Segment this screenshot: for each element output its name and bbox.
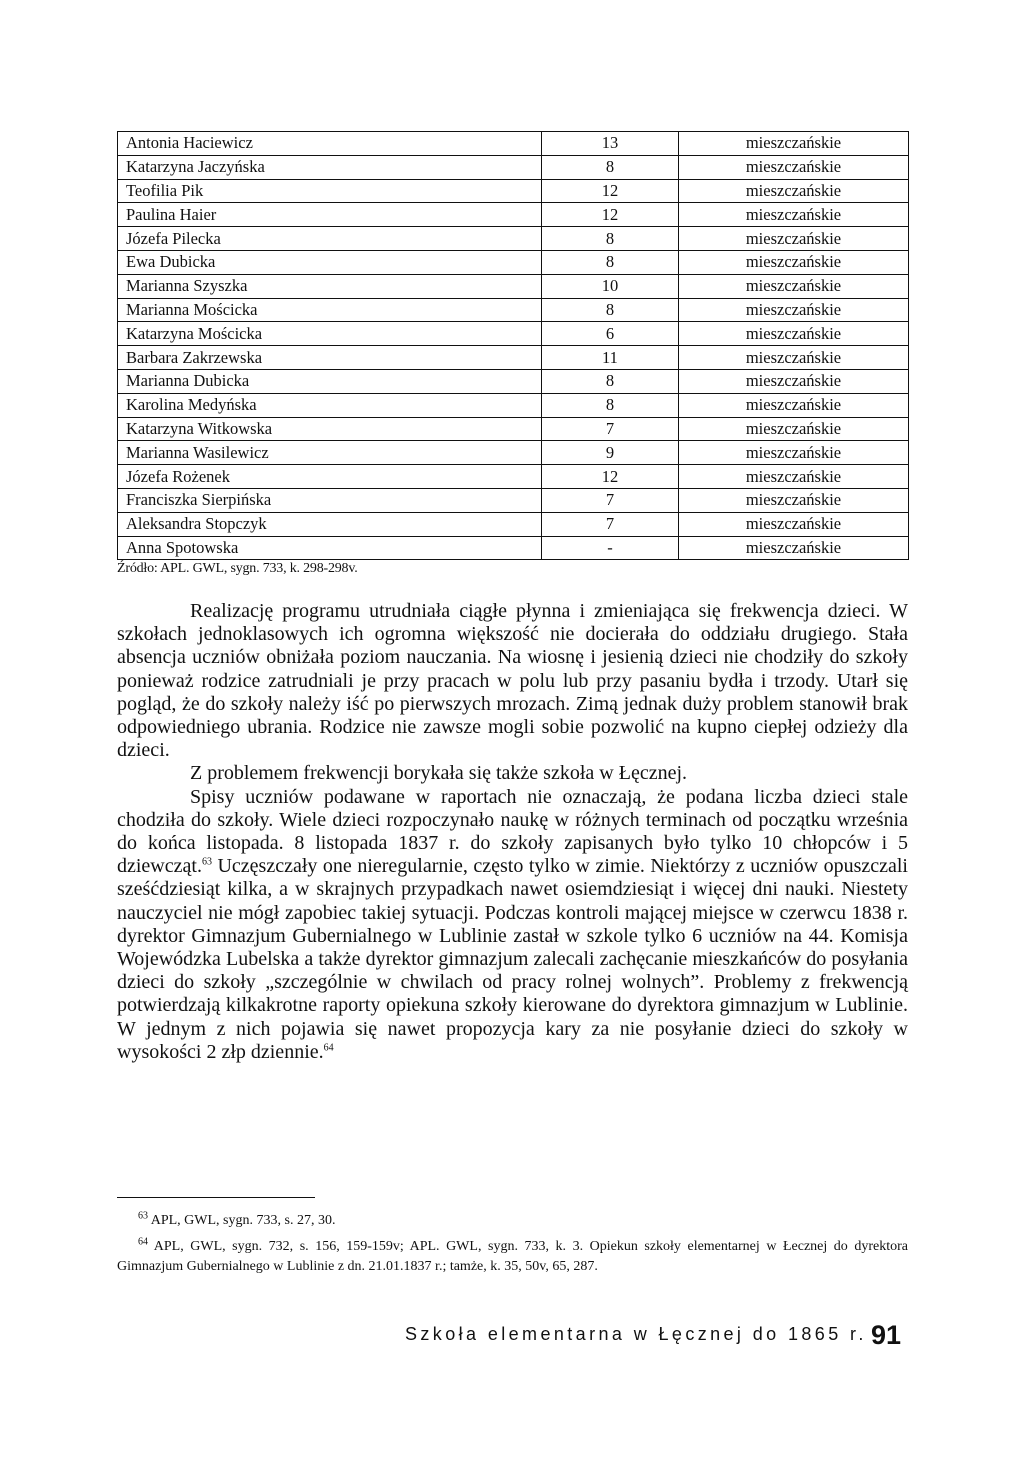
pupil-age: 12: [542, 179, 679, 203]
footnote-number: 63: [138, 1210, 148, 1222]
footnote-text: APL, GWL, sygn. 733, s. 27, 30.: [148, 1213, 336, 1228]
pupil-name: Józefa Rożenek: [118, 465, 542, 489]
footnote-63: [117, 1211, 908, 1231]
running-footer-title: Szkoła elementarna w Łęcznej do 1865 r.: [405, 1324, 867, 1344]
pupil-name: Anna Spotowska: [118, 536, 542, 560]
pupil-status: mieszczańskie: [679, 393, 909, 417]
table-row: [118, 393, 909, 417]
pupil-name: Teofilia Pik: [118, 179, 542, 203]
pupil-status: mieszczańskie: [679, 512, 909, 536]
paragraph-3-part-2: Uczęszczały one nieregularnie, często tylko w zimie. Niektórzy z uczniów opuszczali sześćdziesiąt kilka, a w skrajnych przypadkach nawet osiemdziesiąt i więcej dni nauki. Niestety nauczyciel nie mógł zapobiec takiej sytuacji. Podczas kontroli mającej miejsce w czerwcu 1838 r. dyrektor Gimnazjum Gubernialnego w Lublinie zastał w szkole tylko 6 uczniów na 44. Komisja Wojewódzka Lubelska a także dyrektor gimnazjum zalecali zachęcanie mieszkańców do posyłania dzieci do szkoły „szczególnie w chwilach od pracy rolnej wolnych”. Problemy z frekwencją potwierdzają kilkakrotne raporty opiekuna szkoły kierowane do dyrektora gimnazjum w Lublinie. W jednym z nich pojawia się nawet propozycja kary za nie posyłanie dzieci do szkoły w wysokości 2 złp dziennie.: [117, 855, 908, 1063]
pupil-status: mieszczańskie: [679, 227, 909, 251]
pupil-status: mieszczańskie: [679, 250, 909, 274]
pupil-name: Marianna Mościcka: [118, 298, 542, 322]
table-row: [118, 512, 909, 536]
table-row: [118, 417, 909, 441]
table-row: [118, 203, 909, 227]
pupil-age: 12: [542, 465, 679, 489]
pupil-age: 12: [542, 203, 679, 227]
table-source-note: Źródło: APL. GWL, sygn. 733, k. 298-298v.: [117, 561, 358, 576]
pupil-age: 11: [542, 346, 679, 370]
pupils-table-body: [118, 132, 909, 560]
pupil-status: mieszczańskie: [679, 132, 909, 156]
pupil-status: mieszczańskie: [679, 488, 909, 512]
footnote-ref-64: 64: [323, 1042, 334, 1054]
pupil-age: 7: [542, 488, 679, 512]
table-row: [118, 465, 909, 489]
pupil-name: Katarzyna Witkowska: [118, 417, 542, 441]
pupil-name: Marianna Wasilewicz: [118, 441, 542, 465]
pupil-age: 8: [542, 298, 679, 322]
pupil-age: 7: [542, 512, 679, 536]
table-row: [118, 298, 909, 322]
footnote-64: [117, 1237, 908, 1277]
pupils-table: [117, 131, 909, 560]
pupil-status: mieszczańskie: [679, 155, 909, 179]
paragraph-3: [117, 786, 908, 1064]
pupil-status: mieszczańskie: [679, 417, 909, 441]
pupil-age: 8: [542, 393, 679, 417]
pupil-name: Barbara Zakrzewska: [118, 346, 542, 370]
footnote-separator: [117, 1197, 315, 1198]
table-row: [118, 322, 909, 346]
pupil-name: Antonia Haciewicz: [118, 132, 542, 156]
table-row: [118, 132, 909, 156]
pupil-name: Franciszka Sierpińska: [118, 488, 542, 512]
pupil-age: 9: [542, 441, 679, 465]
table-row: [118, 274, 909, 298]
pupil-status: mieszczańskie: [679, 179, 909, 203]
pupil-status: mieszczańskie: [679, 346, 909, 370]
pupil-name: Katarzyna Mościcka: [118, 322, 542, 346]
footnote-text: APL, GWL, sygn. 732, s. 156, 159-159v; APL. GWL, sygn. 733, k. 3. Opiekun szkoły elementarnej w Łecznej do dyrektora Gimnazjum Gubernialnego w Lublinie z dn. 21.01.1837 r.; tamże, k. 35, 50v, 65, 287.: [117, 1239, 908, 1274]
pupil-status: mieszczańskie: [679, 536, 909, 560]
footnote-ref-63: 63: [201, 856, 212, 868]
footnotes: [117, 1211, 908, 1283]
table-row: [118, 346, 909, 370]
table-row: [118, 155, 909, 179]
pupil-status: mieszczańskie: [679, 298, 909, 322]
table-row: [118, 369, 909, 393]
main-text: [117, 600, 908, 1064]
table-row: [118, 441, 909, 465]
pupil-age: -: [542, 536, 679, 560]
pupil-age: 8: [542, 369, 679, 393]
table-row: [118, 488, 909, 512]
pupil-age: 8: [542, 155, 679, 179]
pupil-age: 7: [542, 417, 679, 441]
pupil-status: mieszczańskie: [679, 274, 909, 298]
table-row: [118, 536, 909, 560]
pupil-age: 13: [542, 132, 679, 156]
pupil-name: Paulina Haier: [118, 203, 542, 227]
pupil-status: mieszczańskie: [679, 441, 909, 465]
pupil-status: mieszczańskie: [679, 203, 909, 227]
pupil-age: 8: [542, 250, 679, 274]
table-row: [118, 179, 909, 203]
pupil-name: Ewa Dubicka: [118, 250, 542, 274]
pupil-age: 10: [542, 274, 679, 298]
paragraph-2: Z problemem frekwencji borykała się także szkoła w Łęcznej.: [190, 762, 688, 785]
pupil-name: Karolina Medyńska: [118, 393, 542, 417]
pupil-age: 6: [542, 322, 679, 346]
pupil-name: Katarzyna Jaczyńska: [118, 155, 542, 179]
paragraph-1: Realizację programu utrudniała ciągłe płynna i zmieniająca się frekwencja dzieci. W szkołach jednoklasowych ich ogromna większość nie docierała do oddziału drugiego. Stała absencja uczniów obniżała poziom nauczania. Na wiosnę i jesienią dzieci nie chodziły do szkoły ponieważ rodzice zatrudniali je przy pracach w polu lub przy pasaniu bydła i trzody. Utarł się pogląd, że do szkoły należy iść po pierwszych mrozach. Zimą jednak duży problem stanowił brak odpowiedniego ubrania. Rodzice nie zawsze mogli sobie pozwolić na kupno ciepłej odzieży dla dzieci.: [117, 600, 908, 762]
pupil-name: Marianna Szyszka: [118, 274, 542, 298]
table-row: [118, 250, 909, 274]
pupil-status: mieszczańskie: [679, 465, 909, 489]
pupil-name: Aleksandra Stopczyk: [118, 512, 542, 536]
pupil-status: mieszczańskie: [679, 369, 909, 393]
paragraph-3-part-1: Spisy uczniów podawane w raportach nie oznaczają, że podana liczba dzieci stale chodziła do szkoły. Wiele dzieci rozpoczynało naukę w różnych terminach od początku września do końca listopada. 8 listopada 1837 r. do szkoły zapisanych było tylko 10 chłopców i 5 dziewcząt.: [117, 785, 908, 878]
pupil-age: 8: [542, 227, 679, 251]
footnote-number: 64: [138, 1236, 148, 1248]
pupil-name: Józefa Pilecka: [118, 227, 542, 251]
pupil-status: mieszczańskie: [679, 322, 909, 346]
page-number: 91: [871, 1320, 902, 1350]
table-row: [118, 227, 909, 251]
pupil-name: Marianna Dubicka: [118, 369, 542, 393]
